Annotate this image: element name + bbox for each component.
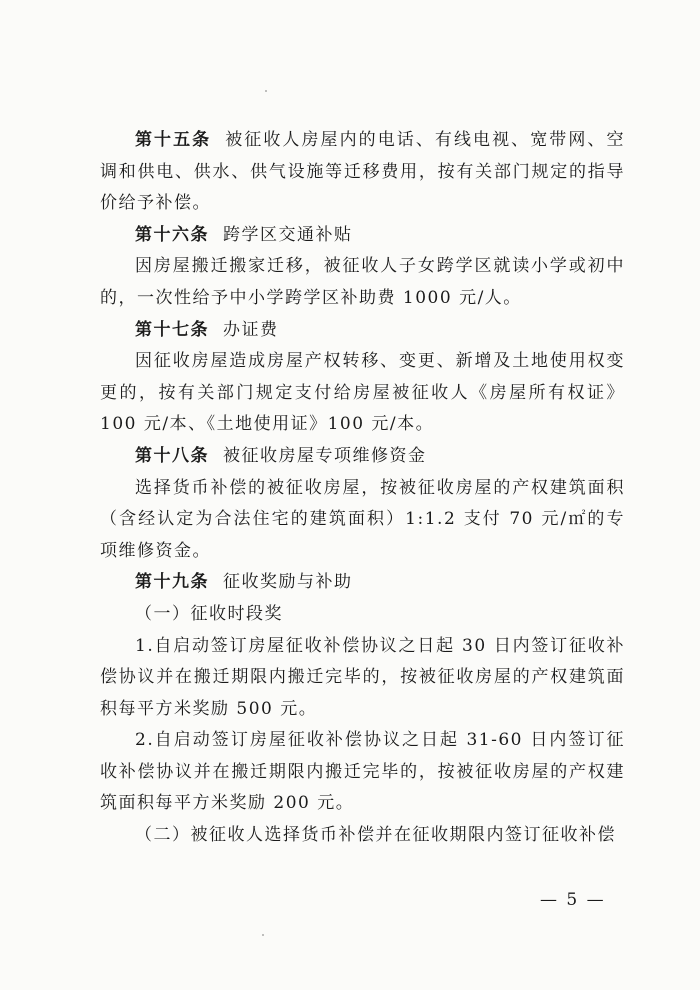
- article-text: 被征收人房屋内的电话、有线电视、宽带网、空调和供电、供水、供气设施等迁移费用，按有关部门规定的指导价给予补偿。: [100, 130, 625, 214]
- article-18-heading: [100, 441, 625, 473]
- article-number: 第十九条: [135, 572, 209, 593]
- article-18-text: 选择货币补偿的被征收房屋，按被征收房屋的产权建筑面积（含经认定为合法住宅的建筑面积）1:1.2 支付 70 元/㎡的专项维修资金。: [100, 477, 625, 561]
- article-number: 第十五条: [135, 130, 212, 150]
- article-17-text: 因征收房屋造成房屋产权转移、变更、新增及土地使用权变更的，按有关部门规定支付给房屋被征收人《房屋所有权证》100 元/本、《土地使用证》100 元/本。: [100, 351, 625, 435]
- scan-speck: [262, 934, 264, 936]
- article-title: 跨学区交通补贴: [223, 224, 353, 245]
- page-number: — 5 —: [540, 890, 606, 910]
- article-19-heading: [100, 567, 625, 599]
- article-19-item-3: （二）被征收人选择货币补偿并在征收期限内签订征收补偿: [135, 825, 616, 846]
- article-16-heading: [100, 220, 625, 252]
- article-number: 第十六条: [135, 224, 209, 245]
- article-17-heading: [100, 315, 625, 347]
- article-16-text: 因房屋搬迁搬家迁移，被征收人子女跨学区就读小学或初中的，一次性给予中小学跨学区补助费 1000 元/人。: [100, 256, 625, 308]
- article-number: 第十八条: [135, 445, 209, 466]
- article-19-item-2: 2.自启动签订房屋征收补偿协议之日起 31-60 日内签订征收补偿协议并在搬迁期限内搬迁完毕的，按被征收房屋的产权建筑面积每平方米奖励 200 元。: [100, 730, 625, 814]
- document-body: [100, 125, 625, 852]
- article-19-item-1: 1.自启动签订房屋征收补偿协议之日起 30 日内签订征收补偿协议并在搬迁期限内搬迁完毕的，按被征收房屋的产权建筑面积每平方米奖励 500 元。: [100, 635, 625, 719]
- article-15: [100, 125, 625, 220]
- article-title: 被征收房屋专项维修资金: [223, 445, 427, 466]
- article-19-subheading: （一）征收时段奖: [135, 603, 283, 624]
- scan-speck: [265, 90, 267, 92]
- article-title: 征收奖励与补助: [223, 572, 353, 593]
- article-number: 第十七条: [135, 319, 209, 340]
- article-title: 办证费: [223, 319, 279, 340]
